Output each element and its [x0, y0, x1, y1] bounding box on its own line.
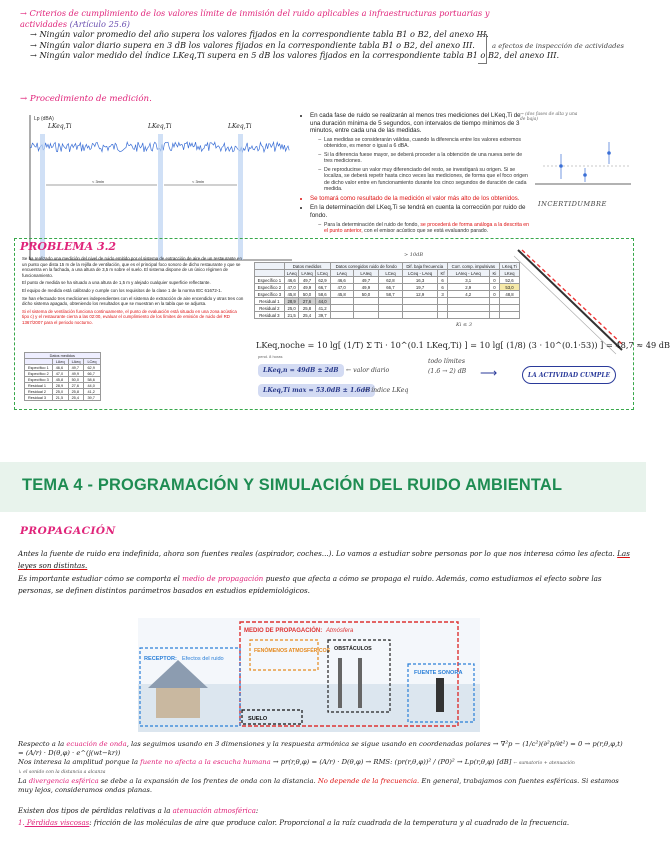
- cumple-badge: LA ACTIVIDAD CUMPLE: [522, 366, 616, 384]
- propagation-title: PROPAGACIÓN: [20, 525, 116, 537]
- small-table-row: Residual 1 28,9 27,6 44,0: [25, 383, 101, 389]
- tree-1: [338, 658, 342, 708]
- formula-note: pend. 8 horas: [258, 354, 283, 359]
- result-pill-1: LKeq,n = 49dB ± 2dB: [258, 364, 344, 377]
- measured-data-table: Datos medidos LAeq LAeq LCeq Específico 1 46,6 49,7 62,9 Específico 2 47,0 49,9 66,7 Específico 3 45,8 50,0 58,6 Residual 1 28,9 27,6 44,0 Residual 2 25,0 25,8 41,2 Residual 3 21,5 25,4 39,7: [24, 352, 101, 401]
- propagation-paragraph: Antes la fuente de ruido era indefinida, ahora son fuentes reales (aspirador, coches...). Lo vamos a estudiar sobre personas por lo que nos interesa cómo les afecta. Las leyes son distintas. Es importante estudiar cómo se comporta el medio de propagación puesto que afecta a cómo se propaga el ruido. Además, como estudiamos el efecto sobre las personas, se definen distintos parámetros basados en estudios epidemiológicos.: [18, 549, 630, 596]
- eq-line-1: Respecto a la ecuación de onda, las seguimos usando en 3 dimensiones y la respuesta armónica se sigue usando en coordenadas polares → ∇²p − (1/c²)(∂²p/∂t²) = 0 → p(r,θ,φ,t) = (A/r) · D(θ,φ) · e^(j(wt−kr)): [18, 740, 623, 757]
- losses-line-1: Existen dos tipos de pérdidas relativas a la atenuación atmosférica:: [18, 807, 259, 815]
- measurement-sub-2: – Si la diferencia fuese mayor, se deberá proceder a la obtención de una nueva serie de tres mediciones.: [324, 152, 532, 165]
- criteria-heading: → Criterios de cumplimiento de los valores límite de inmisión del ruido aplicables a infraestructuras portuarias y actividades (Artículo 25.6): [20, 8, 490, 29]
- big-table-header: LAeq LAIeq LCeq LAeq LAIeq LCeq LCeq - LAeq Kf LAIeq - LAeq Ki LKeq: [255, 270, 520, 277]
- suelo-label: SUELO: [248, 716, 268, 722]
- small-table-body: [25, 365, 101, 401]
- wave-equations: [18, 740, 630, 795]
- uncertainty-label: INCERTIDUMBRE: [538, 200, 607, 208]
- measurement-sublist-2: [310, 222, 532, 235]
- fuente-label: FUENTE SONORA: [414, 670, 463, 676]
- measurement-bullet-3: • En la determinación del LKeq,Ti se tendrá en cuenta la corrección por ruido de fondo.: [310, 204, 532, 219]
- uncertainty-plot: [533, 124, 633, 212]
- criteria-item-3: → Ningún valor medido del índice LKeq,Ti supera en 5 dB los valores fijados en la correspondiente tabla B1 o B2, del anexo III.: [30, 50, 560, 60]
- night-level-formula: LKeq,noche = 10 lg[ (1/T) Σ Ti · 10^(0.1 LKeq,Ti) ] = 10 lg[ (1/8) (3 · 10^(0.1·53)) ] = 48,7 ≈ 49 dB: [256, 340, 670, 350]
- procedure-title: → Procedimiento de medición.: [20, 94, 152, 104]
- eq-line-3: La divergencia esférica se debe a la expansión de los frentes de onda con la distancia. No depende de la frecuencia. En general, trabajamos con fuentes esféricas. Si estamos muy lejos, consideramos ondas planas.: [18, 777, 619, 794]
- section-title: TEMA 4 - PROGRAMACIÓN Y SIMULACIÓN DEL RUIDO AMBIENTAL: [22, 476, 563, 494]
- speaker: [436, 678, 444, 712]
- measurement-sub-1: – Las medidas se considerarán válidas, cuando la diferencia entre los valores extremos obtenidos, es menor o igual a 6 dBA.: [324, 137, 532, 150]
- condition-note-2: (1.6 → 2) dB: [428, 368, 467, 375]
- measurement-bullet-1: • En cada fase de ruido se realizarán al menos tres mediciones del LKeq,Ti de una duración mínima de 5 segundos, con intervalos de tiempo mínimos de 3 minutos, entre cada una de las medidas.: [310, 112, 532, 135]
- measurement-sub-4: – Para la determinación del ruido de fondo, se procederá de forma análoga a la descrita en el punto anterior, con el emisor acústico que se está evaluando parado.: [324, 222, 532, 235]
- range-label-2: < 3min: [192, 179, 205, 184]
- big-table-row: Residual 2 25,0 25,8 41,2: [255, 305, 520, 312]
- corrected-data-table: Datos medidos Datos corregidos ruido de fondo Dif. baja frecuencia Corr. comp. impulsivas LKeq,Ti LAeq LAIeq LCeq LAeq LAIeq LCeq LCeq - LAeq Kf LAIeq - LAeq Ki LKeq Específico 1 46,6 49,7 62,9 46,6 49,7 62,8 16,3 6 3,1 0 52,6 Específico 2 47,0 49,9 66,7 47,0 49,9 66,7 19,7 6 2,9 0 53,0 Específico 3 45,8 50,0 58,6 45,8 50,0 58,7 12,9 3 4,2 0 48,8 Residual 1 28,9 27,6 44,0 Residual 2 25,0 25,8 41,2 Residual 3 21,5 25,4 39,7: [254, 262, 520, 319]
- medio-sub: Atmósfera: [326, 628, 354, 634]
- result-pill-2: LKeq,Ti max = 53.0dB ± 1.6dB: [258, 384, 375, 397]
- attenuation-losses: [18, 806, 630, 830]
- uncertainty-point-2: [583, 173, 587, 177]
- big-table-row: Específico 3 45,8 50,0 58,6 45,8 50,0 58,7 12,9 3 4,2 0 48,8: [255, 291, 520, 298]
- problem-para-1: Se ha realizado una medición del nivel de ruido emitido por el sistema de extracción de aire de un restaurante en un punto que dista 15 m de la rejilla de ventilación, que es el principal foco sonoro de dicho restaurante y que se encuentra en la fachada, a una altura de 3,5 m sobre el suelo. El sistema dispone de un único régimen de funcionamiento.: [22, 256, 242, 278]
- big-table-row: Residual 1 28,9 27,6 44,0: [255, 298, 520, 305]
- problem-para-4: Se han efectuado tres mediciones independientes con el sistema de extracción de aire encendido y otras tres con dicho sistema apagado, obteniendo los resultados que se muestran en la tabla que se adjunta.: [22, 295, 244, 307]
- problem-question: Si el sistema de ventilación funciona continuamente, el punto de evaluación está situado en una zona acústica tipo c) y el restaurante cierra a las 02:00, evaluar el cumplimiento de los límites de emisión de ruido del RD 1367/2007 para el periodo nocturno.: [22, 308, 237, 325]
- annotation-ki: Ki ≤ 3: [456, 322, 472, 328]
- measurement-procedure: [300, 112, 532, 237]
- fenomenos-label: FENÓMENOS ATMOSFÉRICOS: [254, 648, 331, 654]
- small-table-row: Específico 1 46,6 49,7 62,9: [25, 365, 101, 371]
- y-axis-label: Lp (dBA): [34, 116, 54, 122]
- medio-label: MEDIO DE PROPAGACIÓN:: [244, 628, 323, 634]
- cumple-arrow: ⟶: [480, 366, 498, 380]
- measurement-bullet-2: • Se tomará como resultado de la medición el valor más alto de los obtenidos.: [310, 195, 532, 203]
- meter-scale: [522, 250, 622, 344]
- eq-line-3-note: ↳ el sonido con la distancia a alcanza: [18, 770, 106, 775]
- measurement-sub-3: – De reproducirse un valor muy diferenciado del resto, se investigará su origen. Si se localiza, se deberá repetir hasta cinco veces las mediciones, de forma que el foco origen de dicho valor entre en funcionamiento durante los cinco segundos de duración de cada medida.: [324, 167, 532, 193]
- big-table-row: Residual 3 21,5 25,4 39,7: [255, 312, 520, 319]
- small-table-row: Residual 3 21,5 25,4 39,7: [25, 395, 101, 401]
- big-table-row: Específico 2 47,0 49,9 66,7 47,0 49,9 66,7 19,7 6 2,9 0 53,0: [255, 284, 520, 291]
- criteria-item-1: → Ningún valor promedio del año supera los valores fijados en la correspondiente tabla B1 o B2, del anexo III.: [30, 29, 489, 39]
- big-table-row: Específico 1 46,6 49,7 62,9 46,6 49,7 62,8 16,3 6 3,1 0 52,6: [255, 277, 520, 284]
- eq-line-2: Nos interesa la amplitud porque la fuente no afecta a la escucha humana → pr(r,θ,φ) = (A/r) · D(θ,φ) → RMS: (pr(r,θ,φ))² / (P0)² → Lp(r,θ,φ) [dB] ← sumatorio + atenuación: [18, 758, 575, 766]
- criteria-item-2: → Ningún valor diario supera en 3 dB los valores fijados en la correspondiente tabla B1 o B2, del anexo III.: [30, 39, 475, 50]
- obstaculos-label: OBSTÁCULOS: [334, 646, 372, 652]
- result-note-1: ← valor diario: [346, 367, 390, 374]
- range-label-1: < 3min: [92, 179, 105, 184]
- meter-body: [518, 250, 622, 350]
- problem-title: PROBLEMA 3.2: [20, 240, 117, 253]
- result-note-2: ← índice LKeq: [364, 387, 409, 394]
- small-table-row: Específico 3 45,8 50,0 58,6: [25, 377, 101, 383]
- losses-line-2: 1. Pérdidas viscosas: fricción de las moléculas de aire que produce calor. Proporcional a la raíz cuadrada de la temperatura y al cuadrado de la frecuencia.: [18, 818, 570, 827]
- small-table-row: Residual 2 25,0 25,8 41,2: [25, 389, 101, 395]
- problem-para-3: El equipo de medida está calibrado y cumple con los requisitos de la clase 1 de la norma IEC 61672-1.: [22, 287, 222, 293]
- big-table-body: [255, 277, 520, 319]
- problem-statement: [22, 256, 244, 328]
- annotation-gt10: > 10dB: [404, 252, 424, 258]
- marker-1: LKeq,Ti: [48, 123, 72, 130]
- brace: [478, 34, 487, 64]
- small-table-caption: Datos medidos: [25, 353, 101, 359]
- propagation-diagram: [138, 618, 480, 732]
- small-table-row: Específico 2 47,0 49,9 66,7: [25, 371, 101, 377]
- tree-2: [358, 658, 362, 708]
- uncertainty-point-1: [559, 164, 563, 168]
- receptor-label: RECEPTOR:: [144, 656, 177, 662]
- receptor-sub: Efectos del ruido: [182, 656, 224, 662]
- measurement-sublist: [310, 137, 532, 193]
- marker-2: LKeq,Ti: [148, 123, 172, 130]
- uncertainty-point-3: [607, 151, 611, 155]
- condition-note: todo límites: [428, 358, 465, 365]
- marker-3: LKeq,Ti: [228, 123, 252, 130]
- house-body: [156, 688, 200, 718]
- problem-para-2: El punto de medida se ha situado a una altura de 1,5 m y alejado cualquier superficie reflectante.: [22, 280, 211, 286]
- side-note: → (dos fases de alta y una de baja): [520, 112, 578, 123]
- brace-note: a efectos de inspección de actividades: [492, 42, 624, 50]
